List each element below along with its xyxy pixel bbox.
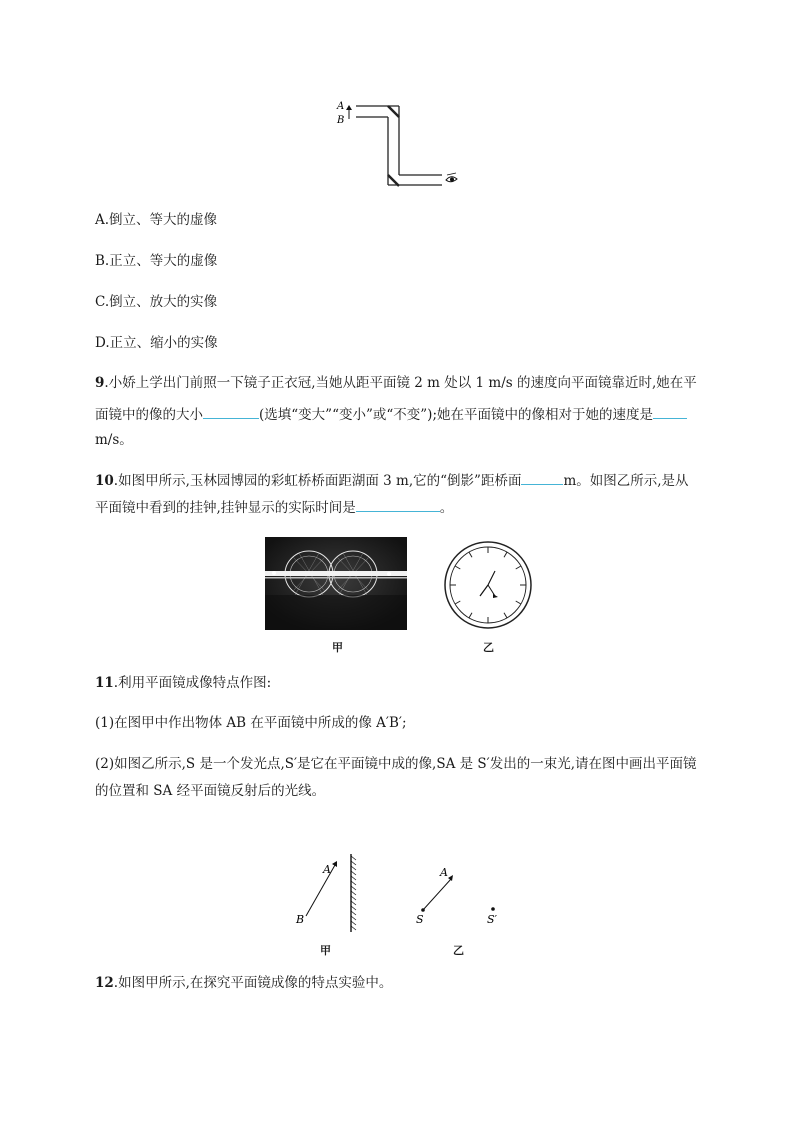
option-a: A.倒立、等大的虚像: [95, 212, 218, 228]
q11-part2-line1: (2)如图乙所示,S 是一个发光点,S′是它在平面镜中成的像,SA 是 S′发出的一束光,请在图中画出平面镜: [95, 756, 697, 772]
q10-text-1b: m。如图乙所示,是从: [563, 473, 689, 489]
object-arrow-head: [346, 105, 352, 110]
q9-line3: m/s。: [95, 432, 133, 448]
mirror-hatch-line: [351, 861, 356, 865]
q9-blank-1[interactable]: [203, 404, 259, 419]
q9-line2: [95, 404, 687, 425]
fig-yi-label-s: S: [416, 913, 424, 926]
fig-yi-caption: 乙: [453, 944, 464, 957]
mirror-hatch-line: [351, 901, 356, 905]
q10-text-1a: .如图甲所示,玉林园博园的彩虹桥桥面距湖面 3 m,它的“倒影”距桥面: [113, 473, 522, 489]
mirror-hatch-line: [351, 876, 356, 880]
q10-number: 10: [95, 473, 114, 489]
point-s-dot: [421, 908, 425, 912]
mirror-hatch-line: [351, 871, 356, 875]
ray-sa: [423, 879, 451, 910]
mirror-hatch-line: [351, 881, 356, 885]
mirror-hatch-line: [351, 866, 356, 870]
fig-jia-label-a: A: [323, 863, 331, 876]
periscope-tube: [356, 106, 442, 185]
top-mirror: [388, 106, 399, 117]
q9-line1: [95, 373, 697, 393]
fig-jia-label-b: B: [296, 913, 305, 926]
q11-part1: (1)在图甲中作出物体 AB 在平面镜中所成的像 A′B′;: [95, 715, 407, 731]
periscope-label-b: B: [337, 115, 345, 126]
q9-text-1: .小娇上学出门前照一下镜子正衣冠,当她从距平面镜 2 m 处以 1 m/s 的速度向平面镜靠近时,她在平: [104, 375, 697, 391]
q10-line1: [95, 470, 689, 491]
mirror-hatch-line: [351, 891, 356, 895]
clock-caption: 乙: [483, 641, 494, 654]
figure-yi-point-source: [410, 865, 520, 935]
figure-jia-mirror-ab: [290, 852, 370, 934]
q9-text-2a: 面镜中的像的大小: [95, 407, 203, 423]
q10-blank-1[interactable]: [521, 470, 563, 485]
q10-text-2b: 。: [439, 500, 454, 516]
fig-jia-caption: 甲: [320, 944, 331, 957]
q12-number: 12: [95, 975, 114, 991]
q11-part2-line2: 的位置和 SA 经平面镜反射后的光线。: [95, 783, 326, 799]
point-s-prime-dot: [491, 907, 495, 911]
mirror-hatch-line: [351, 906, 356, 910]
fig-yi-label-a: A: [440, 866, 448, 879]
option-b: B.正立、等大的虚像: [95, 253, 218, 269]
mirror-clock: [443, 540, 533, 630]
mirror-hatch-line: [351, 911, 356, 915]
bridge-caption: 甲: [332, 641, 343, 654]
q11-number: 11: [95, 675, 114, 691]
mirror-hatching: [351, 856, 356, 930]
q9-blank-2[interactable]: [653, 404, 687, 419]
mirror-hatch-line: [351, 921, 356, 925]
q11-text: .利用平面镜成像特点作图:: [113, 675, 272, 691]
mirror-hatch-line: [351, 896, 356, 900]
q10-blank-2[interactable]: [356, 497, 440, 512]
periscope-label-a: A: [337, 101, 345, 112]
rainbow-bridge-photo: [265, 537, 407, 630]
mirror-hatch-line: [351, 926, 356, 930]
mirror-hatch-line: [351, 886, 356, 890]
option-d: D.正立、缩小的实像: [95, 335, 218, 351]
option-c: C.倒立、放大的实像: [95, 294, 218, 310]
periscope-diagram: [330, 95, 470, 190]
q10-text-2a: 平面镜中看到的挂钟,挂钟显示的实际时间是: [95, 500, 356, 516]
mirror-hatch-line: [351, 916, 356, 920]
q9-text-2b: (选填“变大”“变小”或“不变”);她在平面镜中的像相对于她的速度是: [259, 407, 653, 423]
q12-text: .如图甲所示,在探究平面镜成像的特点实验中。: [113, 975, 393, 991]
eye-icon: [446, 173, 457, 182]
q11-intro: [95, 673, 271, 693]
q12-line: [95, 973, 392, 993]
q9-number: 9: [95, 375, 105, 391]
mirror-hatch-line: [351, 856, 356, 860]
q10-line2: [95, 497, 453, 518]
fig-yi-label-s-prime: S′: [487, 913, 498, 926]
